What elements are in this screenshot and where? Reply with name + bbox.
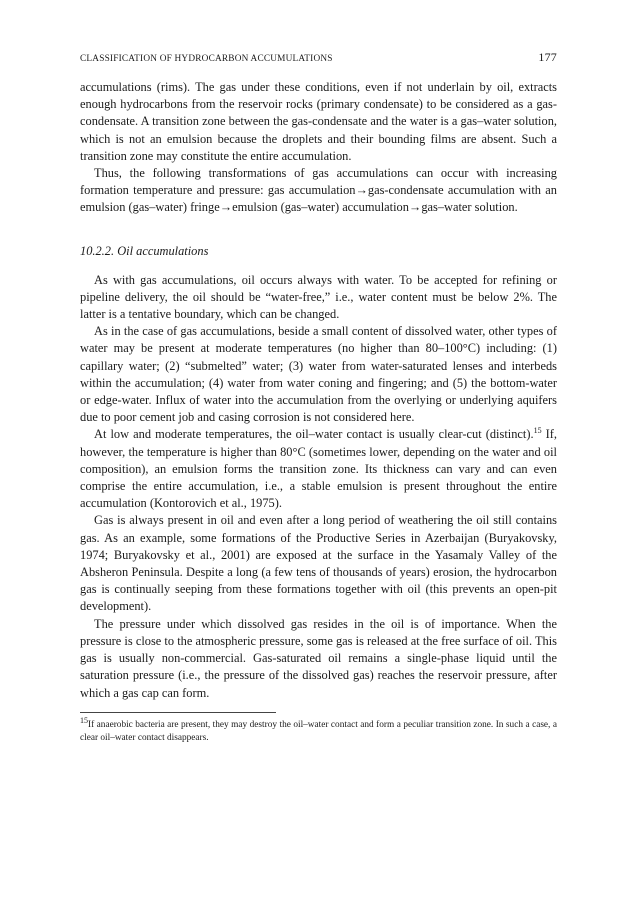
paragraph-text-before: At low and moderate temperatures, the oil–water contact is usually clear-cut (distinct). [94, 427, 534, 442]
paragraph-with-footnote [80, 426, 557, 512]
section-number: 10.2.2. [80, 243, 115, 258]
footnote-mark: 15 [80, 715, 88, 725]
paragraph: As in the case of gas accumulations, beside a small content of dissolved water, other types of water may be present at moderate temperatures (no higher than 80–100°C) including: (1) capillary water; (2) “submelted” water; (3) water from water-saturated lenses and interbeds within the accumulation; (4) water from water coning and fingering; and (5) the bottom-water or edge-water. Influx of water into the accumulation from the overlying or underlying aquifers due to poor cement job and casing corrosion is not considered here. [80, 324, 557, 425]
running-title: CLASSIFICATION OF HYDROCARBON ACCUMULATIONS [80, 54, 333, 64]
paragraph-text-after: If, however, the temperature is higher than 80°C (sometimes lower, depending on the water and oil composition), an emulsion forms the transition zone. Its thickness can vary and can even comprise the entire accumulation, i.e., a stable emulsion is present throughout the entire accumulation (Kontorovich et al., 1975). [80, 427, 558, 511]
footnote-divider [80, 712, 276, 713]
running-header [80, 50, 557, 65]
paragraph: The pressure under which dissolved gas resides in the oil is of importance. When the pressure is close to the atmospheric pressure, some gas is released at the free surface of oil. This gas is usually non-commercial. Gas-saturated oil remains a single-phase liquid until the saturation pressure (i.e., the pressure of the dissolved gas) reaches the reservoir pressure, after which a gas cap can form. [80, 616, 557, 700]
section-heading [80, 243, 557, 260]
section-title: Oil accumulations [117, 243, 209, 258]
book-page [80, 50, 557, 745]
footnote [80, 715, 557, 745]
paragraph: accumulations (rims). The gas under these conditions, even if not underlain by oil, extracts enough hydrocarbons from the reservoir rocks (primary condensate) to be considered as a gas-condensate. A transition zone between the gas-condensate and the water is a gas–water solution, which is not an emulsion because the droplets and their bounding films are absent. Such a transition zone may constitute the entire accumulation. [80, 80, 557, 163]
footnote-text: If anaerobic bacteria are present, they may destroy the oil–water contact and form a peculiar transition zone. In such a case, a clear oil–water contact disappears. [80, 719, 557, 743]
body-text [80, 79, 557, 702]
footnote-reference[interactable]: 15 [533, 426, 542, 436]
paragraph: As with gas accumulations, oil occurs always with water. To be accepted for refining or pipeline delivery, the oil should be “water-free,” i.e., water content must be below 2%. The latter is a tentative boundary, which can be changed. [80, 272, 557, 322]
page-number: 177 [538, 50, 557, 64]
paragraph: Gas is always present in oil and even after a long period of weathering the oil still contains gas. As an example, some formations of the Productive Series in Azerbaijan (Buryakovsky, 1974; Buryakovsky et al., 2001) are exposed at the surface in the Yasamaly Valley of the Absheron Peninsula. Despite a long (a few tens of thousands of years) erosion, the hydrocarbon gas is continually seeping from these formations together with oil (this prevents an open-pit development). [80, 513, 557, 614]
paragraph: Thus, the following transformations of gas accumulations can occur with increasing formation temperature and pressure: gas accumulation→gas-condensate accumulation with an emulsion (gas–water) fringe→emulsion (gas–water) accumulation→gas–water solution. [80, 166, 557, 215]
